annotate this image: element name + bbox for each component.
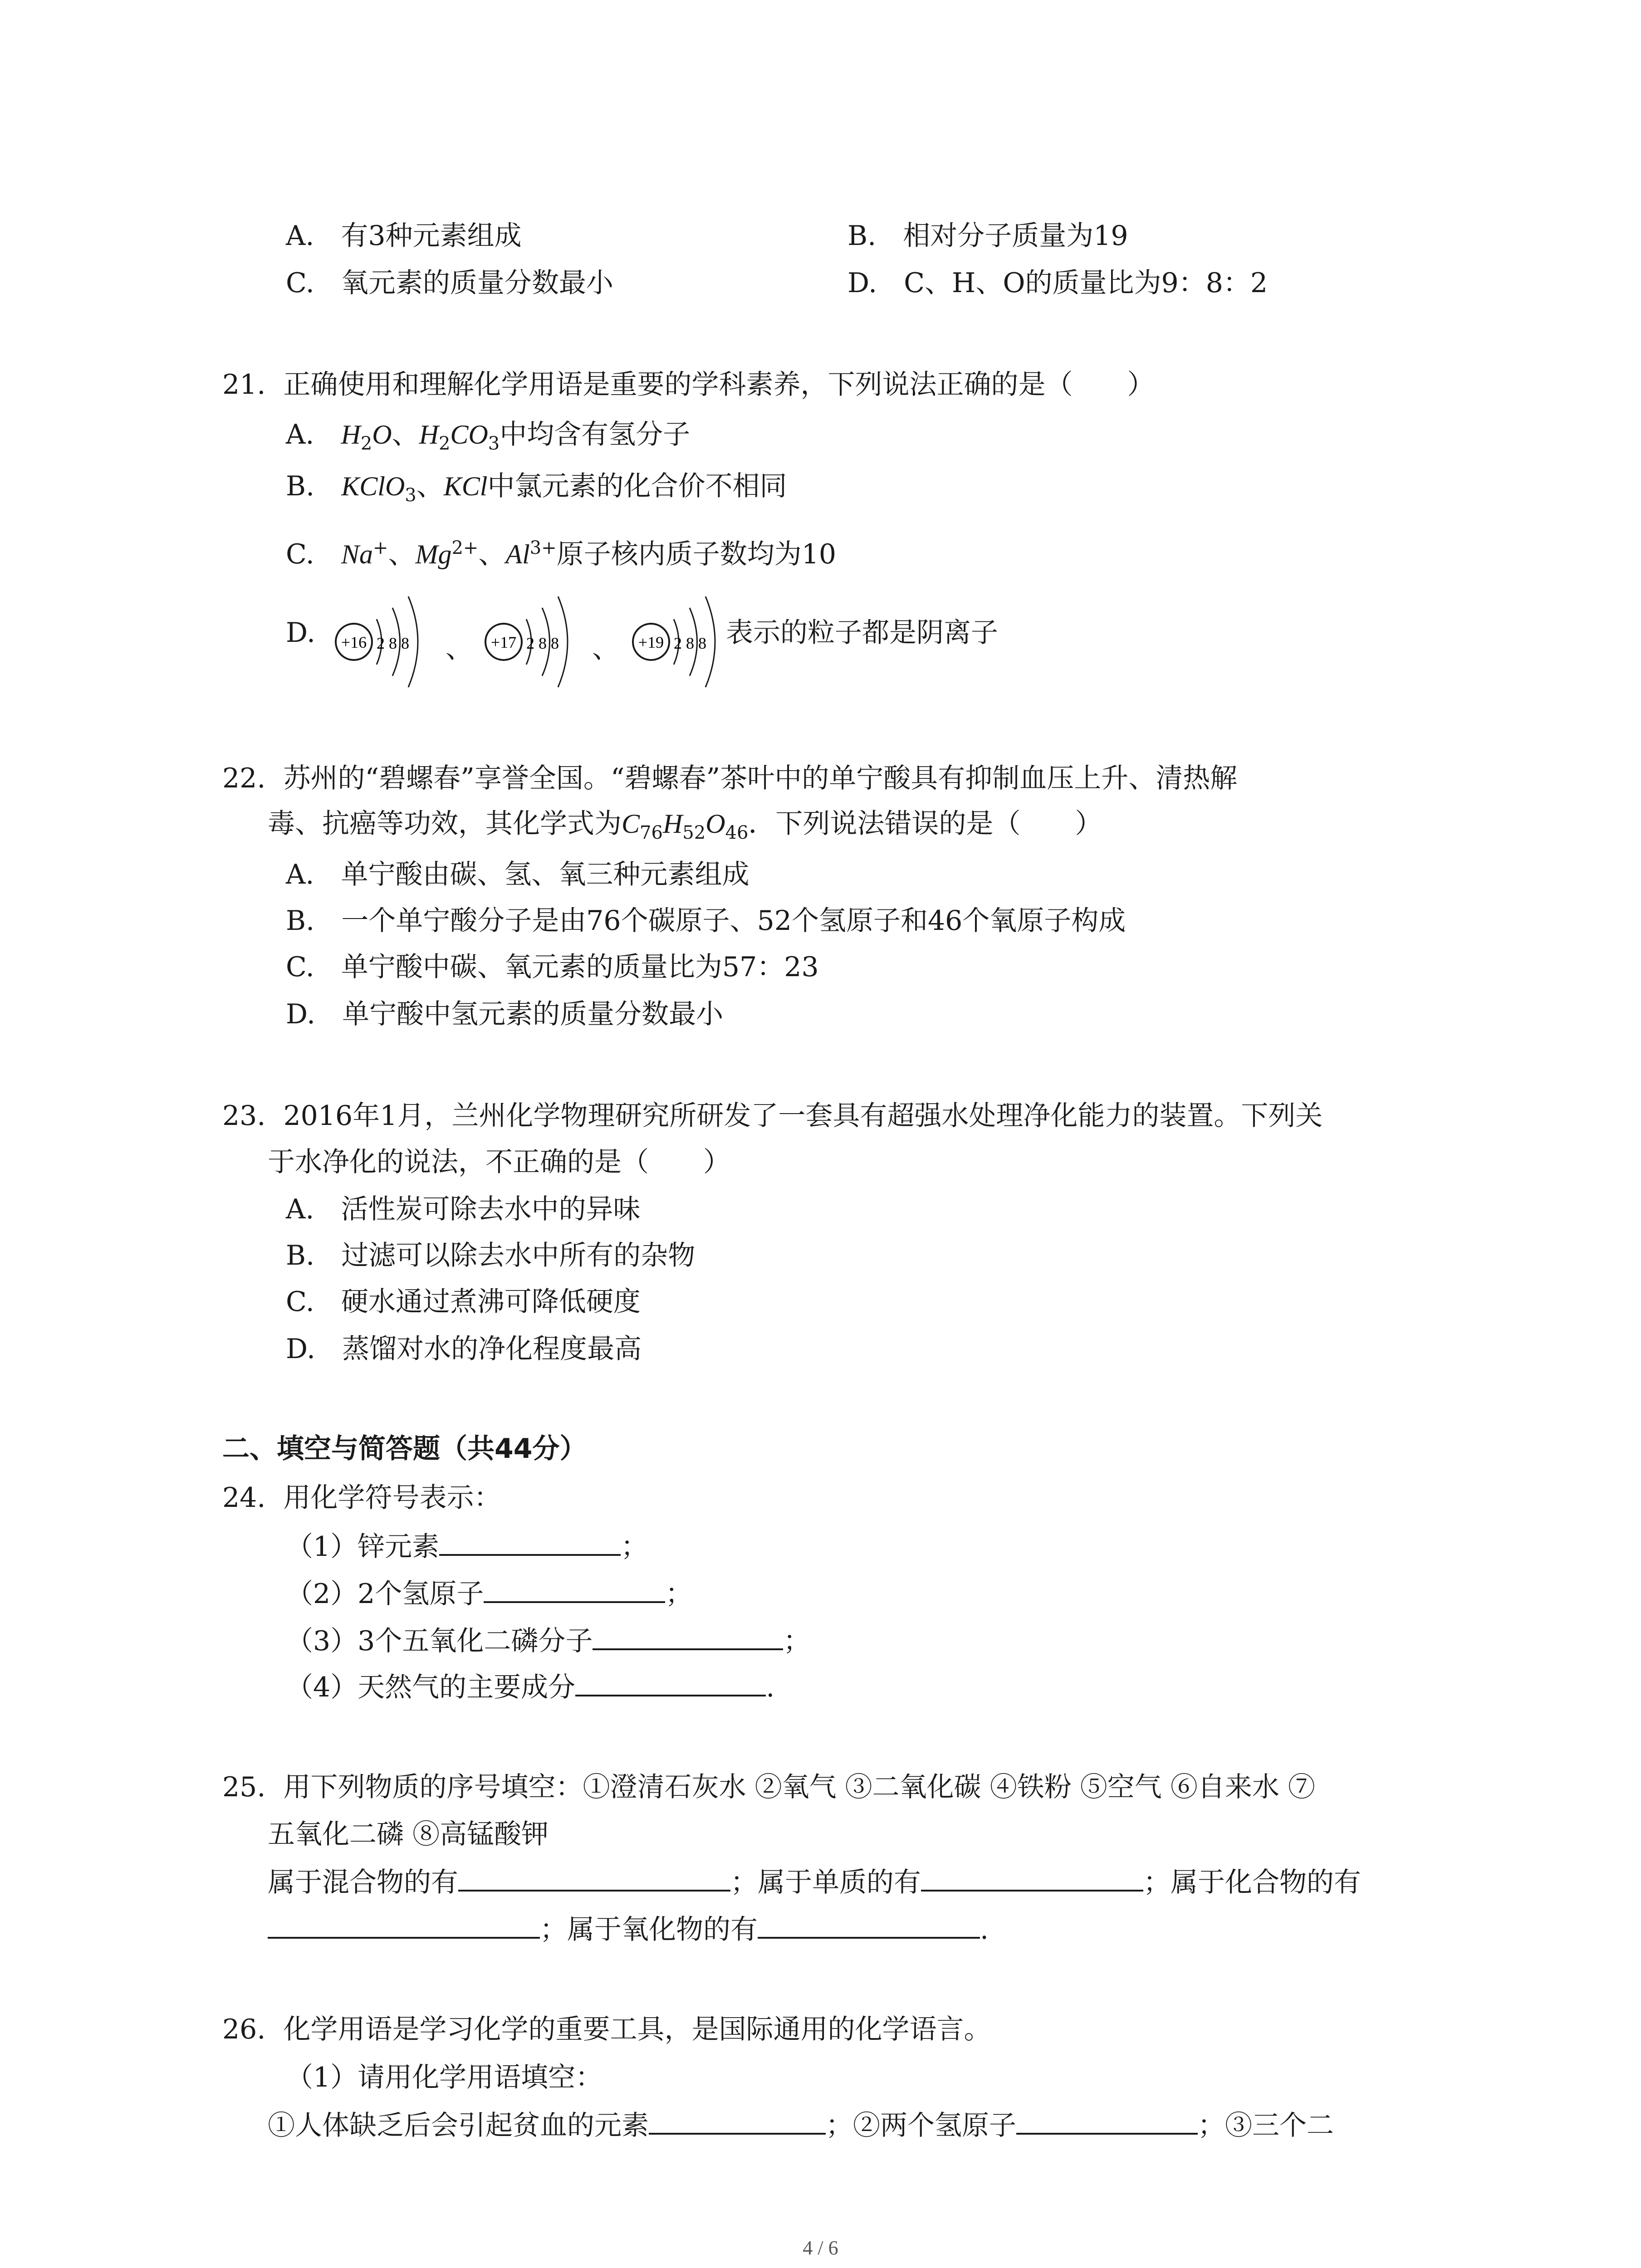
- option-letter: D.: [286, 617, 316, 649]
- option-text: 一个单宁酸分子是由76个碳原子、52个氢原子和46个氧原子构成: [341, 905, 1126, 937]
- question-number: 24.: [222, 1482, 266, 1514]
- option-letter: A.: [286, 220, 314, 252]
- q23-option-d: [286, 1331, 642, 1367]
- prompt-text: ；③三个二: [1198, 2110, 1334, 2141]
- q24-stem: [222, 1480, 501, 1516]
- separator: 、: [592, 633, 619, 665]
- option-letter: C.: [286, 951, 314, 983]
- q20-option-b: [847, 218, 1128, 254]
- q22-stem-line1: [222, 760, 1237, 797]
- section-heading: 二、填空与简答题（共44分）: [222, 1433, 587, 1465]
- option-text: 活性炭可除去水中的异味: [341, 1193, 641, 1225]
- q23-option-c: [286, 1284, 641, 1320]
- answer-blank[interactable]: [458, 1863, 730, 1892]
- question-text: ．下列说法错误的是（ ）: [748, 808, 1102, 840]
- q22-stem-line2: [268, 806, 1102, 851]
- option-letter: A.: [286, 859, 314, 890]
- option-letter: A.: [286, 1193, 314, 1225]
- option-letter: D.: [847, 267, 877, 299]
- formula: Na+、$Mg^{2+}$、$Al^{3+}$: [341, 538, 557, 570]
- q22-option-c: [286, 949, 819, 985]
- q24-item-3: [286, 1622, 810, 1659]
- answer-blank[interactable]: [484, 1575, 665, 1603]
- item-text: （2）2个氢原子: [286, 1578, 484, 1610]
- q21-option-c: [286, 530, 836, 572]
- answer-blank[interactable]: [758, 1911, 980, 1939]
- q25-answer-line2: [268, 1911, 989, 1948]
- question-text: 2016年1月，兰州化学物理研究所研发了一套具有超强水处理净化能力的装置。下列关: [283, 1100, 1323, 1132]
- option-text: 氧元素的质量分数最小: [341, 267, 613, 299]
- q21-option-d-text: 表示的粒子都是阴离子: [726, 617, 998, 649]
- question-text: 苏州的“碧螺春”享誉全国。“碧螺春”茶叶中的单宁酸具有抑制血压上升、清热解: [283, 763, 1238, 794]
- q24-item-4: [286, 1668, 774, 1706]
- option-text: 硬水通过煮沸可降低硬度: [341, 1286, 641, 1318]
- prompt-text: ；属于化合物的有: [1143, 1867, 1361, 1898]
- shell-electrons: 2 8 8: [674, 634, 706, 652]
- q26-stem: [222, 2011, 991, 2048]
- q23-stem-line2: 于水净化的说法，不正确的是（ ）: [268, 1146, 730, 1178]
- prompt-text: ；属于氧化物的有: [540, 1914, 758, 1945]
- q25-stem-line2: 五氧化二磷 ⑧高锰酸钾: [268, 1818, 549, 1850]
- option-letter: B.: [847, 220, 877, 252]
- prompt-text: ；②两个氢原子: [826, 2110, 1016, 2141]
- q20-option-c: [286, 265, 613, 301]
- option-letter: C.: [286, 267, 314, 299]
- option-letter: D.: [286, 1333, 316, 1365]
- question-text: 化学用语是学习化学的重要工具，是国际通用的化学语言。: [283, 2014, 991, 2045]
- option-text: C、H、O的质量比为9：8：2: [904, 267, 1268, 299]
- atom-diagram-cl: [481, 576, 590, 708]
- option-letter: C.: [286, 538, 314, 570]
- q26-subquestion: （1）请用化学用语填空：: [286, 2062, 603, 2093]
- atom-diagram-s: [331, 576, 440, 708]
- answer-blank[interactable]: [268, 1911, 540, 1939]
- formula: KClO$_3$、KCl: [341, 470, 488, 506]
- question-text: 用下列物质的序号填空：①澄清石灰水 ②氧气 ③二氧化碳 ④铁粉 ⑤空气 ⑥自来水 ⑦: [283, 1771, 1315, 1803]
- option-text: 单宁酸中碳、氧元素的质量比为57：23: [341, 951, 819, 983]
- shell-electrons: 2 8 8: [526, 634, 559, 652]
- q23-option-b: [286, 1237, 695, 1274]
- q24-item-2: [286, 1575, 692, 1612]
- question-number: 21.: [222, 369, 266, 401]
- q20-option-a: [286, 218, 522, 254]
- q23-option-a: [286, 1191, 640, 1227]
- q20-option-d: [847, 265, 1268, 301]
- item-end: ；: [783, 1625, 811, 1657]
- prompt-text: ；属于单质的有: [730, 1867, 921, 1898]
- item-end: ；: [621, 1531, 648, 1563]
- question-number: 25.: [222, 1771, 266, 1803]
- option-text: 蒸馏对水的净化程度最高: [342, 1333, 642, 1365]
- option-letter: B.: [286, 1240, 315, 1271]
- item-text: （4）天然气的主要成分: [286, 1672, 576, 1703]
- q22-option-d: [286, 996, 723, 1032]
- item-end: ；: [665, 1578, 693, 1610]
- option-letter: C.: [286, 1286, 314, 1318]
- item-text: （1）锌元素: [286, 1531, 440, 1563]
- shell-electrons: 2 8 8: [377, 634, 409, 652]
- q24-item-1: [286, 1528, 648, 1565]
- separator: 、: [446, 633, 473, 665]
- question-text: 用化学符号表示：: [283, 1482, 501, 1514]
- option-letter: B.: [286, 470, 315, 502]
- answer-blank[interactable]: [649, 2107, 826, 2135]
- answer-blank[interactable]: [593, 1622, 783, 1650]
- option-text: 原子核内质子数均为10: [556, 538, 837, 570]
- q21-option-a: [286, 416, 690, 462]
- q21-option-b: [286, 468, 787, 513]
- option-text: 单宁酸中氢元素的质量分数最小: [342, 998, 724, 1030]
- option-text: 中均含有氢分子: [500, 419, 691, 450]
- answer-blank[interactable]: [439, 1528, 621, 1556]
- option-text: 过滤可以除去水中所有的杂物: [341, 1240, 696, 1271]
- nucleus-charge: +19: [638, 633, 664, 651]
- item-text: （3）3个五氧化二磷分子: [286, 1625, 593, 1657]
- option-letter: B.: [286, 905, 315, 937]
- option-letter: A.: [286, 419, 314, 450]
- q21-stem: [222, 367, 1155, 403]
- item-end: .: [766, 1672, 775, 1703]
- q26-answer-line: [268, 2107, 1334, 2144]
- q23-stem-line1: [222, 1098, 1323, 1134]
- option-text: 中氯元素的化合价不相同: [487, 470, 787, 502]
- answer-blank[interactable]: [921, 1863, 1143, 1892]
- q22-option-b: [286, 903, 1126, 939]
- question-text: 毒、抗癌等功效，其化学式为: [268, 808, 622, 840]
- question-text: 正确使用和理解化学用语是重要的学科素养，下列说法正确的是（ ）: [283, 369, 1155, 401]
- q22-option-a: [286, 856, 749, 893]
- question-number: 22.: [222, 763, 266, 794]
- answer-blank[interactable]: [1016, 2107, 1198, 2135]
- question-number: 23.: [222, 1100, 266, 1132]
- nucleus-charge: +16: [341, 633, 367, 651]
- page-number: 4 / 6: [803, 2237, 838, 2259]
- option-text: 单宁酸由碳、氢、氧三种元素组成: [341, 859, 749, 890]
- answer-blank[interactable]: [575, 1668, 766, 1696]
- q25-stem-line1: [222, 1769, 1315, 1805]
- line-end: .: [980, 1914, 989, 1945]
- q25-answer-line1: [268, 1863, 1361, 1901]
- option-text: 相对分子质量为19: [903, 220, 1128, 252]
- nucleus-charge: +17: [490, 633, 517, 651]
- option-letter: D.: [286, 998, 316, 1030]
- formula: $H_2O$、$H_2CO_3$: [341, 419, 500, 454]
- q21-option-d: [286, 615, 315, 651]
- question-number: 26.: [222, 2014, 266, 2045]
- prompt-text: 属于混合物的有: [268, 1867, 458, 1898]
- formula: $C_{76}H_{52}O_{46}$: [622, 809, 749, 843]
- atom-diagram-k: [628, 576, 737, 708]
- prompt-text: ①人体缺乏后会引起贫血的元素: [268, 2110, 649, 2141]
- option-text: 有3种元素组成: [341, 220, 522, 252]
